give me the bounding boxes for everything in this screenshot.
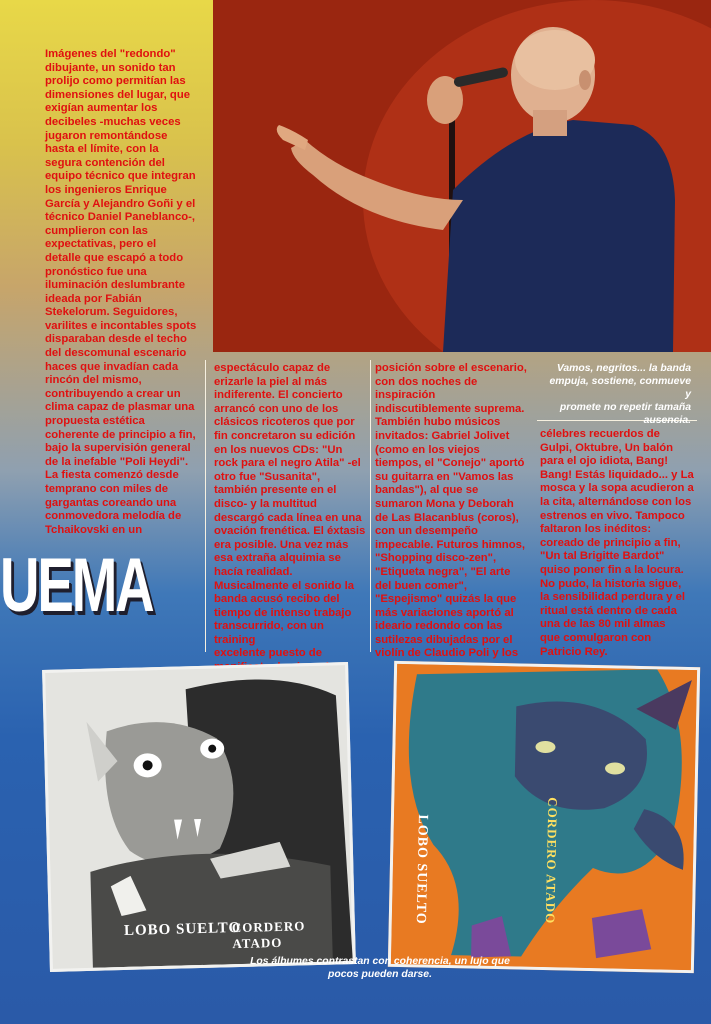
column-1-text: Imágenes del "redondo" dibujante, un sonido tan prolijo como permitían las dimensiones del lugar, que exigían aumentar los decibeles -muchas veces jugaron remontándose hasta el límite, con la segura contención del equipo técnico que integran los ingenieros Enrique García y Alejandro Goñi y el técnico Daniel Paneblanco-, cumplieron con las expectativas, pero el detalle que escapó a todo pronóstico fue una iluminación deslumbrante ideada por Fabián Stekelorum. Seguidores, varilites e incontables spots disparaban desde el techo del descomunal escenario haces que invadían cada rincón del mismo, contribuyendo a crear un clima capaz de plasmar una propuesta estética coherente de principio a fin, bajo la supervisión general de la inefable "Poli Heydi". La fiesta comenzó desde temprano con miles de gargantas coreando una conmovedora melodía de Tchaikovski en un [45,48,197,536]
singer-illustration [213,0,711,352]
album2-title-right: CORDERO ATADO [542,797,561,925]
article-column-2 [214,362,366,675]
album-cover-lobo-suelto [42,662,356,972]
article-column-4 [540,428,700,659]
headline-fragment: UEMA [0,543,153,628]
album-cover-cordero-atado [388,661,700,973]
column-3-text: posición sobre el escenario, con dos noches de inspiración indiscutiblemente suprema. También hubo músicos invitados: Gabriel Jolivet (como en los viejos tiempos, el "Conejo" aportó su guitarra en "Vamos las bandas"), al que se sumaron Mona y Deborah de Las Blacanblus (coros), con un desempeño impecable. Futuros himnos, "Shopping disco-zen", "Etiqueta negra", "El arte del buen comer", "Espejismo" quizás la que más variaciones aportó al ideario redondo con las sutilezas dibujadas por el violín de Claudio Poli y los [375,362,527,660]
concert-photo [213,0,711,352]
article-column-1 [45,48,205,537]
album1-title-left: LOBO SUELTO [123,919,242,940]
column-rule [370,360,371,652]
column-4-text: célebres recuerdos de Gulpi, Oktubre, Un balón para el ojo idiota, Bang! Bang! Estás liquidado... y La mosca y la sopa acudieron a la cita, alternándose con los estrenos en vivo. Tampoco faltaron los inéditos: coreado de principio a fin, "Un tal Brigitte Bardot" quiso poner fin a la locura. No pudo, la historia sigue, la sensibilidad perdura y el ritual está dentro de cada una de las 80 mil almas que comulgaron con Patricio Rey. [540,428,694,658]
album1-title-right: CORDERO ATADO [231,918,306,952]
column-2-text: espectáculo capaz de erizarle la piel al más indiferente. El concierto arrancó con uno de los clásicos ricoteros que por fin concretaron su edición en los nuevos CDs: "Un rock para el negro Atila" -el otro fue "Susanita", también presente en el disco- y la multitud descargó cada línea en una ovación frenética. El éxtasis era posible. Una vez más esa extraña alquimia se hacía realidad. Musicalmente el sonido la banda acusó recibo del tiempo de intenso trabajo transcurrido, con un training excelente puesto de [214,362,366,660]
photo-caption: Vamos, negritos... la banda empuja, sostiene, conmueve y promete no repetir tamaña ausencia. [549,363,691,426]
article-column-3 [375,362,533,661]
column-rule [205,360,206,652]
albums-caption: Los álbumes contrastan con coherencia, un lujo que pocos pueden darse. [250,956,510,980]
album2-title-left: LOBO SUELTO [412,814,431,925]
